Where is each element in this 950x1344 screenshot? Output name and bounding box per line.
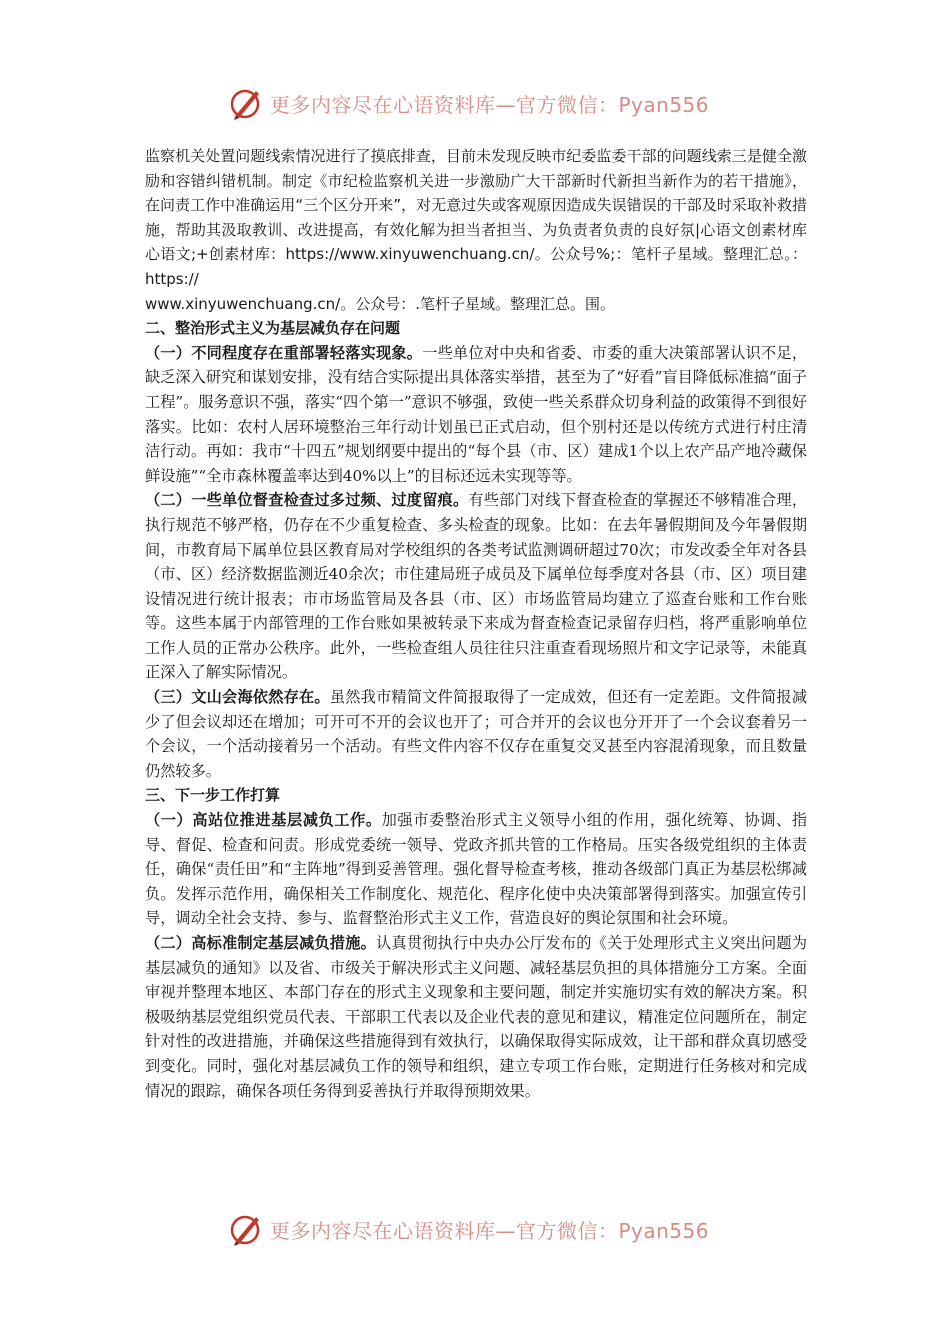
section2-item-1 <box>145 341 807 489</box>
banner-text: 更多内容尽在心语资料库—官方微信：Pyan556 <box>270 1218 710 1243</box>
document-body <box>145 144 807 1103</box>
footer-banner <box>228 1209 709 1249</box>
item-body: 加强市委整治形式主义领导小组的作用，强化统筹、协调、指导、督促、检查和问责。形成党委统一领导、党政齐抓共管的工作格局。压实各级党组织的主体责任，确保“责任田”和“主阵地”得到妥善管理。强化督导检查考核，推动各级部门真正为基层松绑减负。发挥示范作用，确保相关工作制度化、规范化、程序化使中央决策部署得到落实。加强宣传引导，调动全社会支持、参与、监督整治形式主义工作，营造良好的舆论氛围和社会环境。 <box>145 811 808 928</box>
item-body: 虽然我市精简文件简报取得了一定成效，但还有一定差距。文件简报减少了但会议却还在增加；可开可不开的会议也开了；可合并开的会议也分开开了一个会议套着另一个会议，一个活动接着另一个活动。有些文件内容不仅存在重复交叉甚至内容混淆现象，而且数量仍然较多。 <box>145 688 808 780</box>
intro-paragraph: 监察机关处置问题线索情况进行了摸底排查，目前未发现反映市纪委监委干部的问题线索三是健全激励和容错纠错机制。制定《市纪检监察机关进一步激励广大干部新时代新担当新作为的若干措施》，在问责工作中准确运用“三个区分开来”，对无意过失或客观原因造成失误错误的干部及时采取补救措施，帮助其汲取教训、改进提高，有效化解为担当者担当、为负责者负责的良好氛|心语文创素材库心语文;+创素材库：https://www.xinyuwenchuang.cn/。公众号%;：笔杆子星域。整理汇总。：https:// <box>145 147 807 288</box>
section2-item-2 <box>145 488 807 685</box>
item-body: 有些部门对线下督查检查的掌握还不够精准合理，执行规范不够严格，仍存在不少重复检查、多头检查的现象。比如：在去年暑假期间及今年暑假期间，市教育局下属单位县区教育局对学校组织的各类考试监测调研超过70次；市发改委全年对各县（市、区）经济数据监测近40余次；市住建局班子成员及下属单位每季度对各县（市、区）项目建设情况进行统计报表；市市场监管局及各县（市、区）市场监管局均建立了巡查台账和工作台账等。这些本属于内部管理的工作台账如果被转录下来成为督查检查记录留存归档，将严重影响单位工作人员的正常办公秩序。此外，一些检查组人员往往只注重查看现场照片和文字记录等，未能真正深入了解实际情况。 <box>145 491 808 682</box>
section2-item-3 <box>145 685 807 783</box>
section3-item-1 <box>145 808 807 931</box>
item-lead: （一）高站位推进基层减负工作。 <box>145 811 382 830</box>
intro-paragraph-end: www.xinyuwenchuang.cn/。公众号：.笔杆子星域。整理汇总。围。 <box>145 294 615 313</box>
section-heading-3: 三、下一步工作打算 <box>145 786 281 805</box>
banner-text: 更多内容尽在心语资料库—官方微信：Pyan556 <box>270 92 710 117</box>
item-lead: （二）一些单位督查检查过多过频、过度留痕。 <box>145 491 469 510</box>
pen-logo-icon <box>228 1211 264 1247</box>
item-lead: （二）高标准制定基层减负措施。 <box>145 934 377 952</box>
section-heading-2: 二、整治形式主义为基层减负存在问题 <box>145 319 401 338</box>
pen-logo-icon <box>228 85 264 121</box>
item-body: 一些单位对中央和省委、市委的重大决策部署认识不足，缺乏深入研究和谋划安排，没有结合实际提出具体落实举措，甚至为了“好看”盲目降低标准搞“面子工程”。服务意识不强，落实“四个第一”意识不够强，致使一些关系群众切身利益的政策得不到很好落实。比如：农村人居环境整治三年行动计划虽已正式启动，但个别村还是以传统方式进行村庄清洁行动。再如：我市“十四五”规划纲要中提出的“每个县（市、区）建成1个以上农产品产地冷藏保鲜设施”“全市森林覆盖率达到40%以上”的目标还远未实现等等。 <box>145 343 808 485</box>
section3-item-2 <box>145 931 807 1103</box>
item-body: 认真贯彻执行中央办公厅发布的《关于处理形式主义突出问题为基层减负的通知》以及省、市级关于解决形式主义问题、减轻基层负担的具体措施分工方案。全面审视并整理本地区、本部门存在的形式主义现象和主要问题，制定并实施切实有效的解决方案。积极吸纳基层党组织党员代表、干部职工代表以及企业代表的意见和建议，精准定位问题所在，制定针对性的改进措施，并确保这些措施得到有效执行，以确保取得实际成效，让干部和群众真切感受到变化。同时，强化对基层减负工作的领导和组织，建立专项工作台账，定期进行任务核对和完成情况的跟踪，确保各项任务得到妥善执行并取得预期效果。 <box>145 934 808 1100</box>
item-lead: （一）不同程度存在重部署轻落实现象。 <box>145 343 423 362</box>
item-lead: （三）文山会海依然存在。 <box>145 688 330 707</box>
header-banner <box>228 83 709 123</box>
